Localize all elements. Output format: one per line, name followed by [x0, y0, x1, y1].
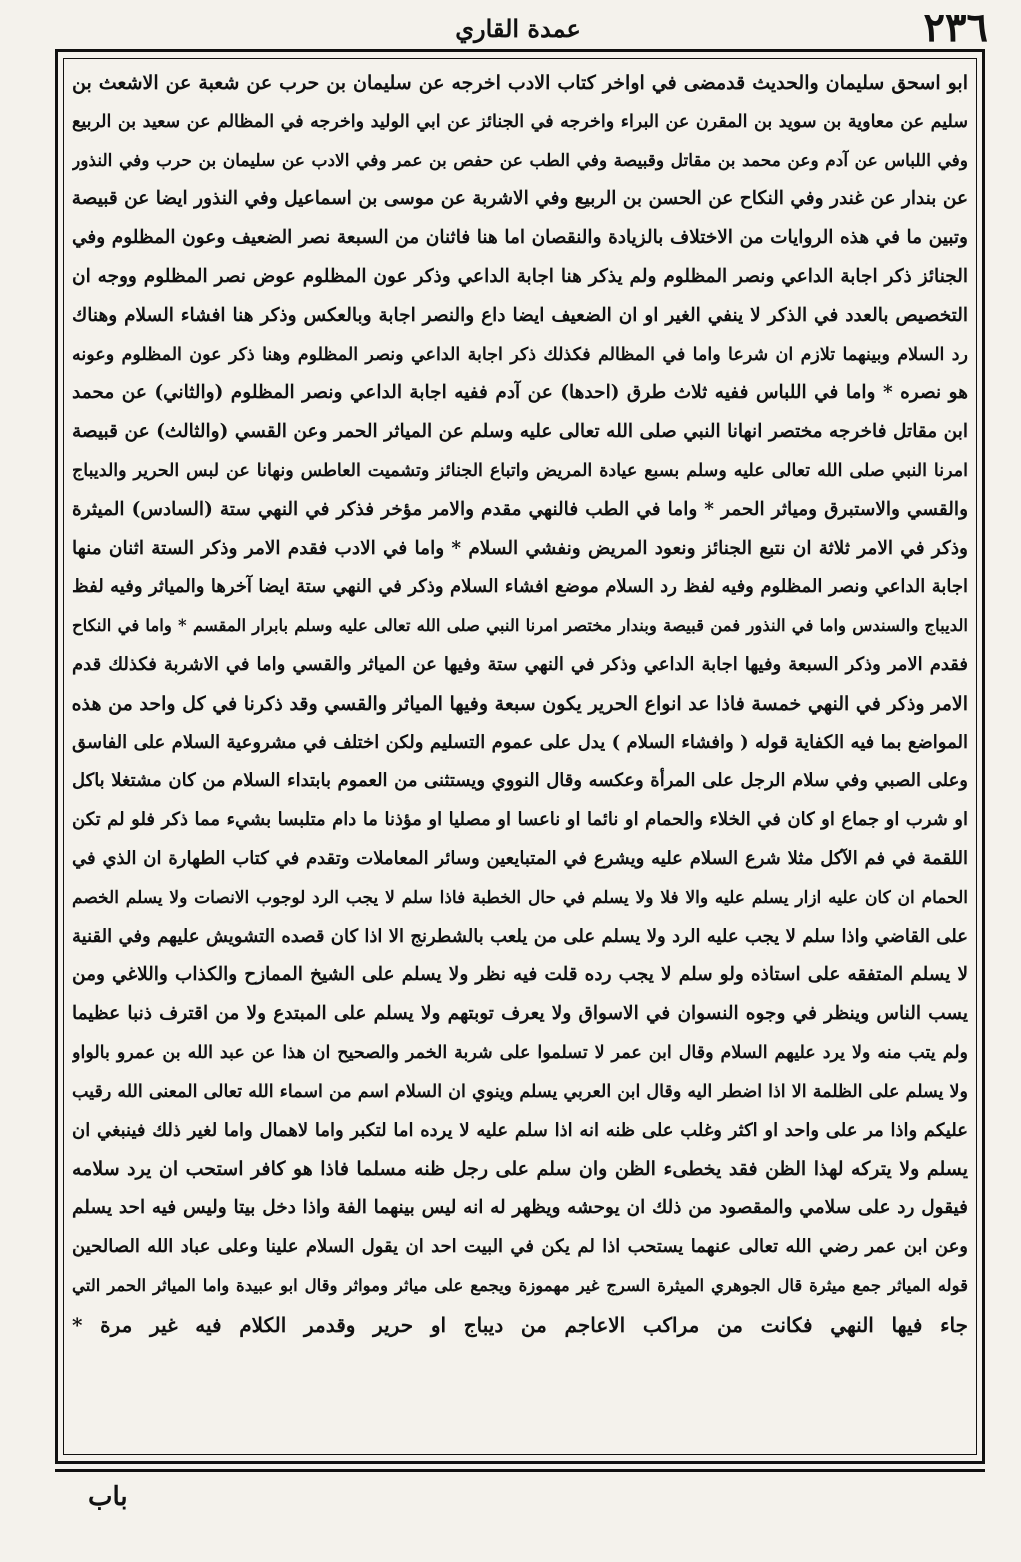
- text-line: الديباج والسندس واما في النذور فمن قبيصة وبندار مختصر امرنا النبي صلى الله تعالى عليه وسلم بابرار المقسم * واما في النكاح: [72, 616, 968, 636]
- text-line: ابن مقاتل فاخرجه مختصر انهانا النبي صلى الله تعالى عليه وسلم عن المياثر الحمر وعن القسي (والثالث) عن قبيصة: [72, 421, 968, 443]
- running-title: عمدة القاري: [455, 14, 581, 43]
- page-number: ٢٣٦: [923, 4, 988, 51]
- text-line: التخصيص بالعدد في الذكر لا ينفي الغير او ان الضعيف ايضا داع والنصر اجابة وبالعكس وذكر هنا افشاء السلام وهناك: [72, 304, 968, 326]
- catchword: باب: [88, 1482, 128, 1512]
- text-line: سليم عن معاوية بن سويد بن المقرن عن البراء واخرجه في الجنائز عن ابي الوليد واخرجه في المظالم عن سعيد بن الربيع: [72, 111, 968, 132]
- text-line: الجنائز ذكر اجابة الداعي ونصر المظلوم ولم يذكر هنا اجابة الداعي وذكر عون المظلوم عوض نصر المظلوم ووجه ان: [72, 265, 968, 287]
- text-line: عن بندار عن غندر وفي النكاح عن الحسن بن الربيع وفي الاشربة عن موسى بن اسماعيل وفي النذور ايضا عن قبيصة: [72, 188, 968, 210]
- text-line: الامر وذكر في النهي خمسة فاذا عد انواع الحرير يكون سبعة وفيها المياثر والقسي وقد ذكرنا في كل واحد من هذه: [72, 692, 968, 715]
- text-line: لا يسلم المتفقه على استاذه ولو سلم لا يجب رده قلت فيه نظر ولا يسلم على الشيخ الممازح والكذاب واللاغي ومن: [72, 964, 968, 986]
- footer-rule: [55, 1469, 985, 1472]
- text-line: عليكم واذا مر على واحد او اكثر وغلب على ظنه انه اذا سلم عليه لا يرده اما لتكبر واما لاهمال واما لغير ذلك فينبغي ان: [72, 1119, 968, 1141]
- text-line: قوله المياثر جمع ميثرة قال الجوهري الميثرة السرج غير مهموزة ويجمع على مياثر ومواثر وقال ابو عبيدة واما المياثر الحمر التي: [72, 1275, 968, 1295]
- text-line: امرنا النبي صلى الله تعالى عليه وسلم بسبع عيادة المريض واتباع الجنائز وتشميت العاطس ونهانا عن لبس الحرير والديباج: [72, 460, 968, 481]
- text-line: يسلم ولا يتركه لهذا الظن فقد يخطىء الظن وان سلم على رجل ظنه مسلما فاذا هو كافر استحب ان يرد سلامه: [72, 1158, 968, 1181]
- text-line: وفي اللباس عن آدم وعن محمد بن مقاتل وقبيصة وفي الطب عن حفص بن عمر وفي الادب عن سليمان بن حرب وفي النذور: [72, 150, 968, 171]
- text-line: الحمام ان كان عليه ازار يسلم عليه والا فلا ولا يسلم في حال الخطبة فاذا سلم لا يجب الرد لوجوب الانصات ولا يسلم الخصم: [72, 887, 968, 908]
- text-line: ولم يتب منه ولا يرد عليهم السلام وقال ابن عمر لا تسلموا على شربة الخمر والصحيح ان هذا عن عبد الله بن عمرو بالواو: [72, 1042, 968, 1063]
- text-line: او شرب او جماع او كان في الخلاء والحمام او نائما او ناعسا او مصليا او مؤذنا ما دام متلبسا بشيء مما ذكر فلو لم تكن: [72, 809, 968, 831]
- text-line: وتبين ما في هذه الروايات من الاختلاف بالزيادة والنقصان اما هنا فاثنان من السبعة نصر الضعيف وعون المظلوم وفي: [72, 227, 968, 249]
- text-line: فقدم الامر وذكر السبعة وفيها اجابة الداعي وذكر في النهي ستة وفيها عن المياثر والقسي واما في الاشربة فكذلك قدم: [72, 653, 968, 675]
- text-line: وعن ابن عمر رضي الله تعالى عنهما يستحب اذا لم يكن في البيت احد ان يقول السلام علينا وعلى عباد الله الصالحين: [72, 1235, 968, 1257]
- text-line: ولا يسلم على الظلمة الا اذا اضطر اليه وقال ابن العربي يسلم وينوي ان السلام اسم من اسماء الله تعالى المعنى الله رقيب: [72, 1081, 968, 1102]
- text-line: اللقمة في فم الآكل مثلا شرع السلام عليه ويشرع في المتبايعين وسائر المعاملات وتقدم في كتاب الطهارة ان الذي في: [72, 847, 968, 869]
- text-line: المواضع بما فيه الكفاية قوله ( وافشاء السلام ) يدل على عموم التسليم ولكن اختلف في مشروعية السلام على الفاسق: [72, 731, 968, 753]
- text-line: هو نصره * واما في اللباس ففيه ثلاث طرق (احدها) عن آدم ففيه اجابة الداعي ونصر المظلوم (والثاني) عن محمد: [72, 382, 968, 404]
- text-line: جاء فيها النهي فكانت من مراكب الاعاجم من ديباج او حرير وقدمر الكلام فيه غير مرة *: [72, 1312, 968, 1337]
- text-line: والقسي والاستبرق ومياثر الحمر * واما في الطب فالنهي مقدم والامر مؤخر فذكر في النهي ستة (السادس) الميثرة: [72, 498, 968, 520]
- text-line: فيقول رد على سلامي والمقصود من ذلك ان يوحشه ويظهر له انه ليس بينهما الفة واذا دخل بيتا وليس فيه احد يسلم: [72, 1197, 968, 1219]
- text-line: وعلى الصبي وفي سلام الرجل على المرأة وعكسه وقال النووي ويستثنى من العموم بابتداء السلام من كان مشتغلا باكل: [72, 770, 968, 792]
- body-text: [72, 64, 968, 1344]
- text-line: وذكر في الامر ثلاثة ان نتبع الجنائز ونعود المريض ونفشي السلام * واما في الادب فقدم الامر وذكر الستة اثنان منها: [72, 537, 968, 559]
- page-header: [48, 6, 988, 52]
- text-line: يسب الناس وينظر في وجوه النسوان في الاسواق ولا يعرف توبتهم ولا يسلم على المبتدع ولا من اقترف ذنبا عظيما: [72, 1003, 968, 1025]
- text-line: رد السلام وبينهما تلازم ان شرعا واما في المظالم فكذلك ذكر اجابة الداعي ونصر المظلوم وهنا ذكر عون المظلوم وعونه: [72, 344, 968, 365]
- text-line: ابو اسحق سليمان والحديث قدمضى في اواخر كتاب الادب اخرجه عن سليمان بن حرب عن شعبة عن الاشعث بن: [72, 72, 968, 94]
- text-line: على القاضي واذا سلم لا يجب عليه الرد ولا يسلم على من يلعب بالشطرنج الا اذا كان قصده التشويش عليهم وفي القنية: [72, 925, 968, 947]
- text-line: اجابة الداعي ونصر المظلوم وفيه لفظ رد السلام موضع افشاء السلام وذكر في النهي ستة ايضا آخرها والمياثر وفيه لفظ: [72, 576, 968, 598]
